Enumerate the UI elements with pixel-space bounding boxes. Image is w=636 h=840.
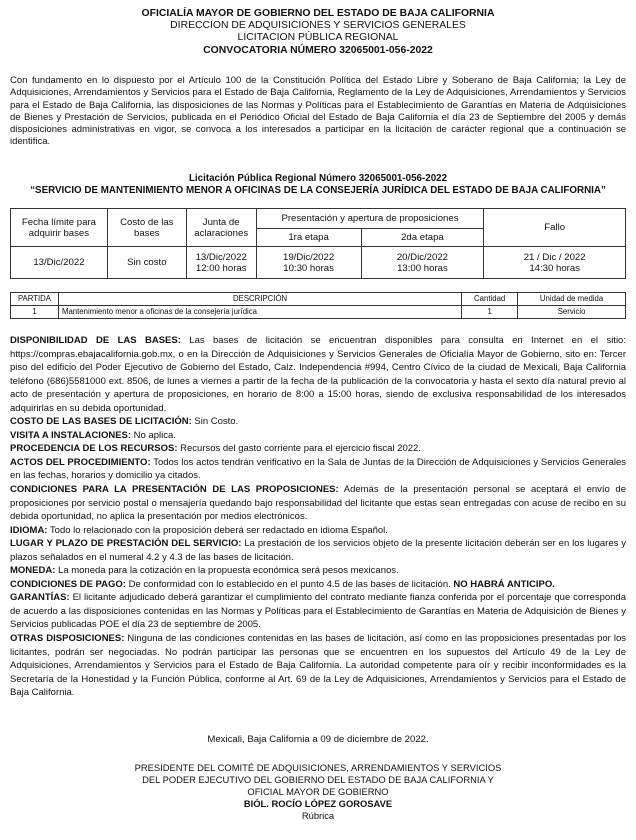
items-header-cantidad: Cantidad bbox=[462, 293, 518, 306]
fallo-hora: 14:30 horas bbox=[529, 262, 580, 274]
section-text: Las bases de licitación se encuentran disponibles para consulta en Internet en el sitio: https://compras.ebajacalifornia.gob.mx, o en la Dirección de Adquisiciones y Servicios Generales de Oficialía Mayor de Gobierno, sito en: Tercer piso del edificio del Poder Ejecutivo de Gobierno del Estado, Calz. Independencia #994, Centro Cívico de la ciudad de Mexicali, Baja California teléfono (686)5581000 ext. 8506, de lunes a viernes a partir de la fecha de la publicación de la convocatoria y hasta el sexto día natural previo al acto de presentación y apertura de proposiciones, en horario de 8:00 a 15:00 horas, siendo de exclusiva responsabilidad de los interesados adquirirlas en su debida oportunidad. bbox=[10, 335, 626, 414]
header-presentacion: Presentación y apertura de proposiciones bbox=[256, 209, 484, 229]
section-label: MONEDA: bbox=[10, 565, 56, 577]
schedule-table bbox=[10, 208, 626, 279]
section-label: DISPONIBILIDAD DE LAS BASES: bbox=[10, 335, 181, 346]
section-label: LUGAR Y PLAZO DE PRESTACIÓN DEL SERVICIO: bbox=[10, 538, 242, 550]
place-date: Mexicali, Baja California a 09 de diciembre de 2022. bbox=[207, 734, 429, 745]
section-lugar-plazo bbox=[10, 537, 626, 564]
items-header-partida: PARTIDA bbox=[11, 293, 59, 306]
section-visita bbox=[10, 429, 626, 443]
rubrica: Rúbrica bbox=[301, 809, 335, 821]
intro-paragraph: Con fundamento en lo dispuesto por el Artículo 100 de la Constitución Política del Estado Libre y Soberano de Baja California; la Ley de Adquisiciones, Arrendamientos y Servicios para el Estado de Baja California, Reglamento de la Ley de Adquisiciones, Arrendamientos y Servicios para el Estado de Baja California, las disposiciones de las Normas y Políticas para el Establecimiento de Garantías en Materia de Adquisiciones de Bienes y Prestación de Servicios, publicada en el Periódico Oficial del Estado de Baja California el día 23 de Septiembre del 2005 y demás disposiciones administrativas en vigor, se convoca a los interesados a participar en la licitación de carácter regional que a continuación se identifica. bbox=[10, 75, 626, 148]
section-text: La moneda para la cotización en la propuesta económica será pesos mexicanos. bbox=[55, 565, 399, 577]
header-line-4: CONVOCATORIA NÚMERO 32065001-056-2022 bbox=[203, 44, 433, 56]
cell-etapa-1 bbox=[256, 247, 361, 279]
cell-costo: Sin costo bbox=[107, 247, 186, 279]
section-text: El licitante adjudicado deberá garantizar el cumplimiento del contrato mediante fianza conferida por el porcentaje que corresponda de acuerdo a las disposiciones contenidas en las Normas y Políticas para el Establecimiento de Garantías en Materia de Adquisición de Bienes y Servicios publicadas POE el día 23 de septiembre de 2005. bbox=[10, 592, 626, 631]
section-disponibilidad bbox=[10, 334, 626, 415]
section-label: COSTO DE LAS BASES DE LICITACIÓN: bbox=[10, 416, 192, 428]
fallo-fecha: 21 / Dic / 2022 bbox=[523, 251, 586, 263]
section-label: CONDICIONES DE PAGO: bbox=[10, 578, 126, 590]
etapa2-hora: 13:00 horas bbox=[397, 262, 448, 274]
section-condiciones-pago bbox=[10, 578, 626, 592]
junta-fecha: 13/Dic/2022 bbox=[195, 251, 247, 263]
section-label: ACTOS DEL PROCEDIMIENTO: bbox=[10, 456, 151, 468]
junta-hora: 12:00 horas bbox=[195, 262, 247, 274]
header-fallo: Fallo bbox=[484, 209, 626, 247]
section-text: Sin Costo. bbox=[191, 416, 239, 428]
cell-fallo bbox=[484, 247, 626, 279]
header-line-1: OFICIALÍA MAYOR DE GOBIERNO DEL ESTADO DE BAJA CALIFORNIA bbox=[141, 8, 495, 19]
items-header-unidad: Unidad de medida bbox=[518, 293, 626, 306]
section-idioma bbox=[10, 524, 626, 538]
no-anticipo-notice: NO HABRÁ ANTICIPO. bbox=[453, 578, 555, 590]
section-text: No aplica. bbox=[131, 429, 176, 441]
section-costo bbox=[10, 415, 626, 429]
item-unidad: Servicio bbox=[518, 306, 626, 319]
section-text: La prestación de los servicios objeto de la presente licitación deberán ser en los lugares y plazos señalados en el numeral 4.2 y 4.3 de las bases de licitación. bbox=[10, 538, 627, 563]
section-procedencia bbox=[10, 442, 626, 456]
cell-etapa-2 bbox=[361, 247, 484, 279]
header-junta: Junta de aclaraciones bbox=[186, 209, 256, 247]
item-cantidad: 1 bbox=[462, 306, 518, 319]
items-header-descripcion: DESCRIPCIÓN bbox=[58, 293, 461, 306]
section-text: Además de la presentación personal se aceptará el envío de proposiciones por servicio postal o mensajería quedando bajo responsabilidad del licitante que estas sean entregadas con acuse de recibo en su debida oportunidad, no aplica la presentación por medios electrónicos. bbox=[10, 484, 626, 523]
licitacion-title: “SERVICIO DE MANTENIMIENTO MENOR A OFICINAS DE LA CONSEJERÍA JURÍDICA DEL ESTADO DE BAJA CALIFORNIA” bbox=[30, 184, 606, 196]
section-label: IDIOMA: bbox=[10, 524, 48, 536]
table-row bbox=[11, 306, 626, 319]
section-label: VISITA A INSTALACIONES: bbox=[10, 429, 132, 441]
cell-junta bbox=[186, 247, 256, 279]
item-partida: 1 bbox=[11, 306, 59, 319]
section-condiciones-presentacion bbox=[10, 483, 626, 524]
section-text: De conformidad con lo establecido en el punto 4.5 de las bases de licitación. bbox=[125, 578, 454, 590]
signature-block bbox=[0, 762, 636, 822]
etapa1-fecha: 19/Dic/2022 bbox=[282, 251, 335, 263]
items-table bbox=[10, 292, 626, 319]
section-text: Todos los actos tendrán verificativo en la Sala de Juntas de la Dirección de Adquisiciones y Servicios Generales en las fechas, horarios y domicilio ya citados. bbox=[10, 456, 626, 482]
etapa2-fecha: 20/Dic/2022 bbox=[396, 251, 449, 263]
signer-title-2: DEL PODER EJECUTIVO DEL GOBIERNO DEL ESTADO DE BAJA CALIFORNIA Y bbox=[142, 773, 494, 785]
signer-title-1: PRESIDENTE DEL COMITÉ DE ADQUISICIONES, ARRENDAMIENTOS Y SERVICIOS bbox=[134, 762, 502, 773]
section-actos bbox=[10, 456, 626, 483]
header-costo: Costo de las bases bbox=[107, 209, 186, 247]
item-descripcion: Mantenimiento menor a oficinas de la consejería jurídica bbox=[58, 306, 461, 319]
signer-title-3: OFICIAL MAYOR DE GOBIERNO bbox=[247, 785, 389, 797]
licitacion-number: Licitación Pública Regional Número 32065001-056-2022 bbox=[188, 173, 448, 184]
conditions-body bbox=[10, 334, 626, 700]
section-moneda bbox=[10, 564, 626, 578]
section-label: GARANTÍAS: bbox=[10, 592, 70, 604]
section-label: OTRAS DISPOSICIONES: bbox=[10, 633, 125, 645]
section-text: Ninguna de las condiciones contenidas en las bases de licitación, así como en las proposiciones presentadas por los licitantes, podrán ser negociadas. No podrán participar las personas que se encuentren en los supuestos del Artículo 49 de la Ley de Adquisiciones, Arrendamientos y Servicios para el Estado de Baja California. La autoridad competente para oír y recibir inconformidades es la Secretaría de la Honestidad y la Función Pública, conforme al Art. 69 de la Ley de Adquisiciones, Arrendamientos y Servicios para el Estado de Baja California. bbox=[10, 633, 626, 699]
section-label: CONDICIONES PARA LA PRESENTACIÓN DE LAS PROPOSICIONES: bbox=[10, 484, 339, 496]
header-etapa-2: 2da etapa bbox=[361, 229, 484, 247]
section-garantias bbox=[10, 591, 626, 632]
signer-name: BIÓL. ROCÍO LÓPEZ GOROSAVE bbox=[243, 797, 393, 809]
licitacion-heading bbox=[0, 173, 636, 197]
cell-fecha-limite: 13/Dic/2022 bbox=[11, 247, 108, 279]
section-label: PROCEDENCIA DE LOS RECURSOS: bbox=[10, 443, 178, 455]
header-fecha-limite: Fecha límite para adquirir bases bbox=[11, 209, 108, 247]
etapa1-hora: 10:30 horas bbox=[283, 262, 334, 274]
section-otras-disposiciones bbox=[10, 632, 626, 700]
header-etapa-1: 1ra etapa bbox=[256, 229, 361, 247]
section-text: Todo lo relacionado con la proposición deberá ser redactado en idioma Español. bbox=[47, 524, 388, 536]
section-text: Recursos del gasto corriente para el ejercicio fiscal 2022. bbox=[177, 443, 421, 455]
document-header bbox=[0, 8, 636, 57]
header-line-3: LICITACION PÚBLICA REGIONAL bbox=[237, 32, 399, 44]
header-line-2: DIRECCION DE ADQUISICIONES Y SERVICIOS GENERALES bbox=[170, 20, 466, 32]
